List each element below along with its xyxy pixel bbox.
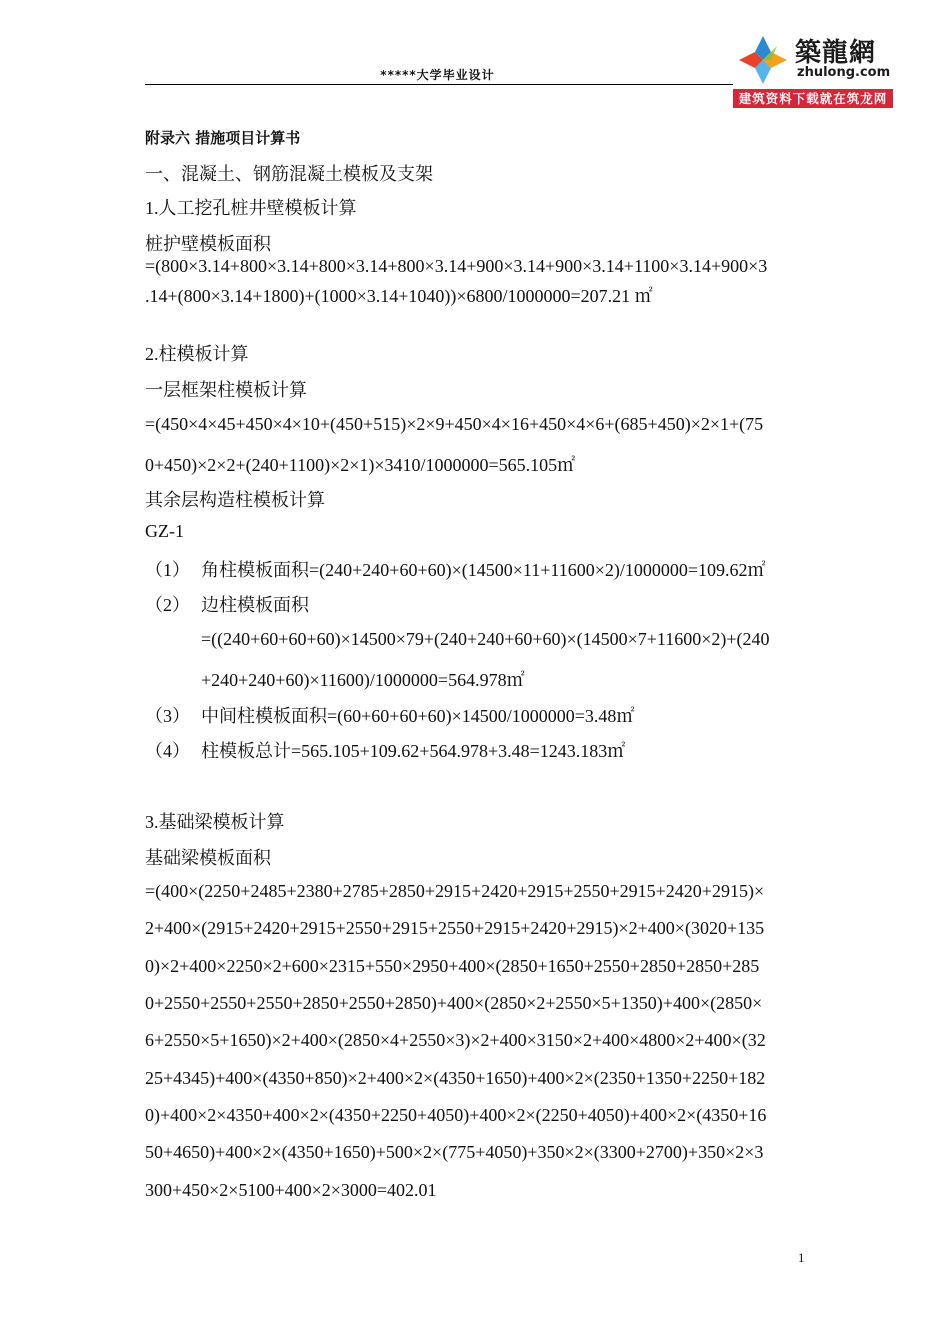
formula-line: =(800×3.14+800×3.14+800×3.14+800×3.14+900×3.14+900×3.14+1100×3.14+900×3 [145, 256, 768, 276]
list-item-number: （3） [145, 706, 190, 726]
subsection-2-title: 2.柱模板计算 [145, 344, 249, 364]
formula-line: =(400×(2250+2485+2380+2785+2850+2915+2420+2915+2550+2915+2420+2915)× [145, 881, 765, 901]
formula-line: 25+4345)+400×(4350+850)×2+400×2×(4350+1650)+400×2×(2350+1350+2250+182 [145, 1068, 766, 1088]
formula-line: 2+400×(2915+2420+2915+2550+2915+2550+2915+2420+2915)×2+400×(3020+135 [145, 918, 765, 938]
logo-top [733, 30, 893, 88]
formula-line: 300+450×2×5100+400×2×3000=402.01 [145, 1180, 437, 1200]
formula-line: +240+240+60)×11600)/1000000=564.978㎡ [201, 670, 525, 690]
list-item-text: 中间柱模板面积=(60+60+60+60)×14500/1000000=3.48㎡ [201, 706, 635, 726]
list-item-number: （4） [145, 741, 190, 761]
subsection-1-label: 桩护壁模板面积 [145, 234, 271, 254]
formula-line: =(450×4×45+450×4×10+(450+515)×2×9+450×4×16+450×4×6+(685+450)×2×1+(75 [145, 414, 764, 434]
logo-mark-icon [735, 32, 791, 88]
column-code: GZ-1 [145, 521, 184, 541]
list-item-number: （1） [145, 560, 190, 580]
formula-line: 50+4650)+400×2×(4350+1650)+500×2×(775+4050)+350×2×(3300+2700)+350×2×3 [145, 1142, 764, 1162]
list-item-number: （2） [145, 595, 190, 615]
formula-line: =((240+60+60+60)×14500×79+(240+240+60+60)×(14500×7+11600×2)+(240 [201, 629, 770, 649]
formula-line: 0)×2+400×2250×2+600×2315+550×2950+400×(2850+1650+2550+2850+2850+285 [145, 956, 760, 976]
list-item [145, 556, 766, 582]
header-title: *****大学毕业设计 [380, 68, 495, 82]
section-title: 一、混凝土、钢筋混凝土模板及支架 [145, 164, 433, 184]
formula-line: 0)+400×2×4350+400×2×(4350+2250+4050)+400×2×(2250+4050)+400×2×(4350+16 [145, 1105, 767, 1125]
subsection-2-label: 一层框架柱模板计算 [145, 380, 307, 400]
appendix-title: 附录六 措施项目计算书 [145, 129, 301, 147]
formula-line: 6+2550×5+1650)×2+400×(2850×4+2550×3)×2+400×3150×2+400×4800×2+400×(32 [145, 1030, 766, 1050]
formula-line: 0+2550+2550+2550+2850+2550+2850)+400×(2850×2+2550×5+1350)+400×(2850× [145, 993, 763, 1013]
logo-slogan: 建筑资料下载就在筑龙网 [733, 89, 893, 108]
list-item [145, 737, 625, 763]
list-item [145, 591, 309, 617]
logo-name-cn: 築龍網 [795, 38, 877, 68]
header-rule [145, 84, 735, 85]
page-number: 1 [798, 1250, 805, 1265]
subsection-3-label: 基础梁模板面积 [145, 848, 271, 868]
list-item-text: 边柱模板面积 [201, 595, 309, 615]
logo-domain: zhulong.com [797, 65, 891, 80]
subsection-3-title: 3.基础梁模板计算 [145, 812, 285, 832]
formula-line: .14+(800×3.14+1800)+(1000×3.14+1040))×6800/1000000=207.21 ㎡ [145, 286, 653, 306]
formula-line: 0+450)×2×2+(240+1100)×2×1)×3410/1000000=565.105㎡ [145, 455, 576, 475]
zhulong-logo [733, 30, 893, 108]
subsection-1-title: 1.人工挖孔桩井壁模板计算 [145, 198, 357, 218]
list-item-text: 柱模板总计=565.105+109.62+564.978+3.48=1243.183㎡ [201, 741, 626, 761]
list-item-text: 角柱模板面积=(240+240+60+60)×(14500×11+11600×2)/1000000=109.62㎡ [201, 560, 766, 580]
list-item [145, 702, 634, 728]
subsection-2-label: 其余层构造柱模板计算 [145, 490, 325, 510]
